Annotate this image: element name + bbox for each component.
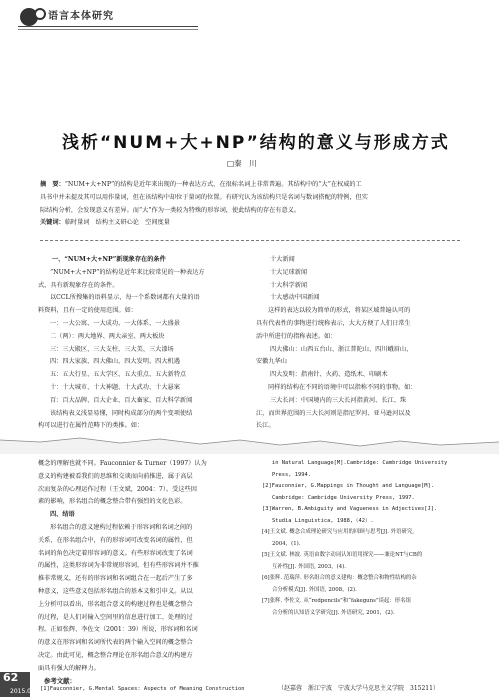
reference-item: Studia Linguistica, 1988,（42）. (272, 517, 374, 524)
reference-item: in Natural Language[M].Cambridge: Cambridge University (272, 460, 448, 466)
reference-item: [7]张辉. 李佐文. 从“redpencils”和“fakeguns”谈起：形名组 (262, 598, 411, 604)
separator-dotted (40, 240, 460, 241)
paragraph-line: 种意义，这些意义包括形名组合的基本义和引申义。从以 (38, 587, 193, 595)
example-line: 十大足球新闻 (270, 268, 308, 276)
paragraph-line: 具有代表性的事物进行统称表示，大大方便了人们日常生 (256, 319, 411, 327)
reference-item: 互补性[J]. 外国语, 2003，(4). (272, 563, 347, 570)
example-line: 四大佛山：山西五台山、浙江普陀山、四川峨眉山、 (270, 345, 413, 353)
example-line: 十：十大城市、十大神题、十大武功、十大悬案 (50, 383, 180, 391)
reference-item: [2]Fauconnier, G.Mappings in Thought and Language[M]. (262, 483, 435, 489)
abstract-line: 际结构分析，会发现意义有差异。而“大”作为一类较为特殊的形容词，使此结构的存在有意义。 (40, 206, 301, 214)
paragraph-line: 面具有强大的解释力。 (38, 664, 100, 672)
journal-logo-mark-icon (34, 8, 46, 20)
paragraph-line: 素的影响，形名组合的概念整合带有强烈的文化色彩。 (38, 498, 187, 506)
example-line: 二（两）：两大地界、两大亲室、两大板块 (50, 332, 165, 340)
paragraph-line: 的过程，是人们对输入空间里的信息进行加工、处理的过 (38, 613, 193, 621)
example-line: 十大感动中国新闻 (270, 294, 320, 302)
example-line: 一：一大公寓、一大成功、一大体系、一大盛景 (50, 319, 180, 327)
issue-date: 2015.02 (10, 688, 35, 695)
abstract-line: “NUM+大+NP”的结构是近年来出现的一种表达方式，在很标名词上非常普遍。其结构中的“大”在权威的工 (64, 181, 362, 188)
torn-edge-divider (0, 432, 499, 454)
reference-item: [5]王文斌. 林波. 英语由数字动词认知语用探究——兼论NT与CB的 (262, 552, 423, 558)
paragraph-line: 概念的理解也就不同。Fauconnier & Turner（1997）认为 (38, 460, 207, 467)
reference-item: [1]Fauconnier, G.Mental Spaces: Aspects of Meaning Construction (40, 686, 245, 692)
example-line: 四：四大家族、四大佛山、四大发明、四大机遇 (50, 358, 180, 366)
example-line: 长江。 (256, 422, 275, 430)
example-line: 安徽九华山 (256, 358, 287, 366)
example-line: 三：三大殿区、三大支柱、三大美、三大漆场 (50, 345, 174, 353)
paragraph-line: 同样的结构在不同的语境中可以指称不同的事物。如： (268, 383, 417, 391)
example-line: 十大科学新闻 (270, 281, 308, 289)
example-line: 五：五大行星、五大学区、五大重点、五大新特点 (50, 371, 187, 379)
paragraph-line: 推非常规义，还有的形容词和名词组合在一起后产生了多 (38, 575, 193, 583)
article-author: □秦 川 (227, 159, 257, 168)
paragraph-line: 决定。由此可见，概念整合理论在形名组合意义的构建方 (38, 651, 193, 659)
abstract-line: 具书中并未提及其可以用作量词，但在该结构中却位于量词的位置。有研究认为该结构只是名词与数词搭配的特例，但实 (40, 193, 368, 201)
reference-item: [3]Warren, B.Ambiguity and Vagueness in Adjectives[J]. (262, 506, 438, 512)
upper-right-column (256, 254, 471, 433)
reference-item: Cambridge: Cambridge University Press, 1997. (272, 494, 415, 501)
example-line: 三大长河：中国境内的三大长河指黄河、长江、珠 (270, 396, 407, 404)
paragraph-line: 次而复杂的心理运作过程（王文斌，2004：7）。受这些因 (38, 485, 197, 493)
example-line: 江，而世界范围的三大长河则是指尼罗河、亚马逊河以及 (256, 409, 411, 417)
example-line: 百：百大品牌、百大企业、百大畜家、百大科学新闻 (50, 396, 193, 404)
paragraph-line: 程。正如张辉、李佐文（2001：39）所说，形容词和名词 (38, 626, 198, 634)
paragraph-line: 以CCL所搜集的语料显示，每一个系数词都有大量的语 (50, 294, 200, 302)
paragraph-line: 料资料，且有一定的使用范围。如： (38, 307, 137, 315)
paragraph-line: 该结构表义浅显易懂，同时构成部分的两个变项使结 (50, 409, 193, 417)
header-line-bottom (18, 29, 198, 30)
keywords-label: 关键词： (40, 219, 65, 227)
article-title: 浅析“NUM+大+NP”结构的意义与形成方式 (62, 133, 450, 153)
paragraph-line: 式，具有新现象存在的条件。 (38, 281, 119, 289)
author-note: （赵嘉蓉 浙江宁波 宁波大学马克思主义学院 315211） (278, 685, 439, 692)
lower-left-column (38, 458, 253, 676)
paragraph-line: 的意义在形容词和名词所代表的两个输入空间的概念整合 (38, 639, 193, 647)
example-line: 四大发明：指南针、火药、造纸术、印刷术 (270, 371, 388, 379)
paragraph-line: 这样的表达以较为简单的形式，将某区域普遍认可的 (268, 307, 411, 315)
reference-item: [4]王文斌. 概念合成理论研究与应用的回顾与思考[J]. 外语研究, (262, 529, 414, 535)
example-line: 十大新闻 (270, 256, 295, 263)
paragraph-line: 名词的角色决定着形容词的意义。有些形容词改变了名词 (38, 549, 193, 557)
keywords: 临时量词 结构主义研心论 空间度量 (64, 219, 170, 227)
abstract (40, 179, 480, 230)
paragraph-line: 的属性，这类形容词为非常规形容词，但有些形容词并不推 (38, 562, 199, 570)
paragraph-line: 形名组合的意义建构过程依赖于形容词和名词之间的 (50, 523, 193, 531)
reference-item: Press, 1994. (272, 471, 311, 478)
references-label: 参考文献： (44, 677, 76, 685)
paragraph-line: 上分析可以看出，形名组合意义的构建过程也是概念整合 (38, 600, 193, 608)
paragraph-line: “NUM+大+NP”的结构是近年来比较常见的一种表达方 (50, 268, 205, 276)
upper-left-column (38, 254, 243, 433)
paragraph-line: 意义的构建被看我们的思维和交谈而向前推进，属于高层 (38, 472, 193, 480)
section-heading: 四、结语 (50, 511, 75, 519)
reference-item: [6]张辉. 范瑞萍. 形名组合的意义建构：概念整合和物性结构的杂 (262, 575, 417, 581)
reference-item: 合分析的认知语义学研究[J]. 外语研究, 2001，(2). (272, 609, 395, 616)
page-number: 62 (3, 671, 19, 684)
paragraph-line: 活中所进行的指称表述。如： (256, 332, 337, 340)
paragraph-line: 构可以进行在属性范畴下的类推。如： (38, 422, 144, 430)
abstract-label: 摘 要： (40, 181, 65, 188)
journal-name: 语言本体研究 (48, 11, 114, 22)
header-line-top (18, 26, 198, 27)
reference-item: 合分析模式[J]. 外国语, 2008，(2). (272, 586, 357, 593)
reference-item: 2004，(1). (272, 540, 301, 547)
references-right-column (262, 458, 492, 619)
paragraph-line: 关系，在形名组合中，有的形容词可改变名词的属性，但 (38, 536, 193, 544)
section-heading: 一、“NUM+大+NP”新现象存在的条件 (52, 256, 166, 263)
